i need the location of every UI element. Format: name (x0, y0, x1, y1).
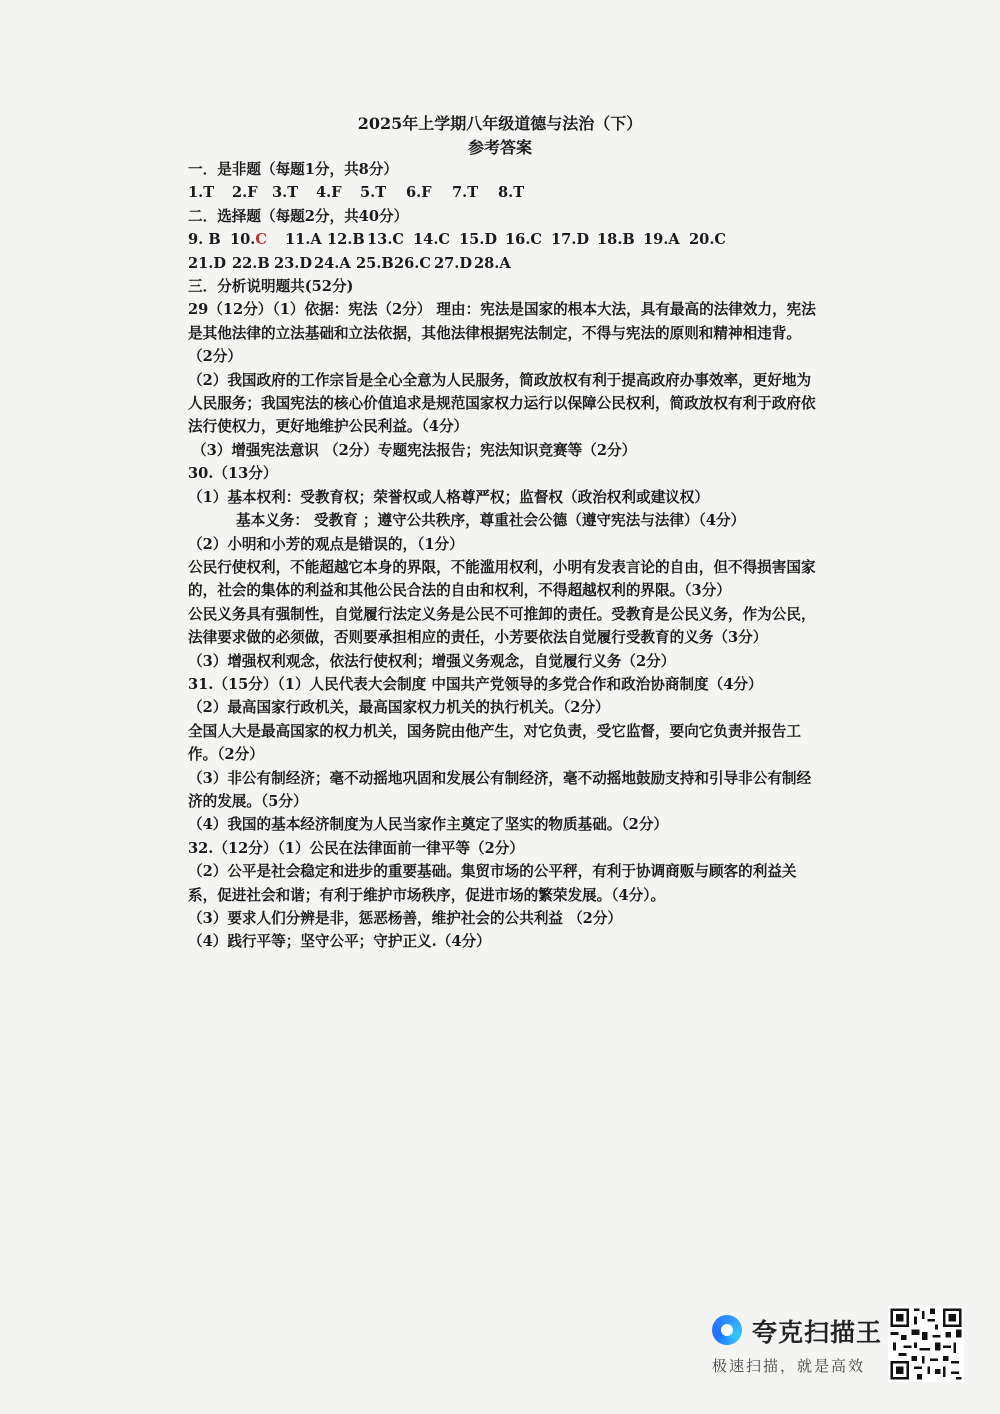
quark-logo-icon (712, 1315, 742, 1345)
answer-item: 26.C (394, 254, 432, 272)
answer-item: 2.F (232, 184, 258, 202)
q29-part-2: （2）我国政府的工作宗旨是全心全意为人民服务，简政放权有利于提高政府办事效率，更好地为人民服务；我国宪法的核心价值追求是规范国家权力运行以保障公民权利，简政放权有利于政府依法行使权力，更好地维护公民利益。（4分） (188, 371, 816, 436)
answer-item: 4.F (316, 184, 342, 202)
answer-item-corrected: C (255, 231, 268, 249)
q30-part-2-rights: 公民行使权利，不能超越它本身的界限，不能滥用权利，小明有发表言论的自由，但不得损害国家的，社会的集体的利益和其他公民合法的自由和权利，不得超越权利的界限。（3分） (188, 558, 816, 600)
section-2-answers-row-2 (188, 252, 818, 275)
q31-part-1: 31.（15分）（1）人民代表大会制度 中国共产党领导的多党合作和政治协商制度（4分） (188, 675, 763, 693)
answer-item: 27.D (434, 254, 473, 272)
section-1-answers (188, 181, 818, 204)
qr-code-icon (888, 1306, 964, 1382)
watermark-tagline: 极速扫描，就是高效 (712, 1357, 866, 1375)
answer-item: 12.B (327, 231, 365, 249)
answer-item: 17.D (551, 231, 590, 249)
answer-item: 19.A (643, 231, 680, 249)
answer-item: 5.T (360, 184, 387, 202)
q30-part-3: （3）增强权利观念，依法行使权利；增强义务观念，自觉履行义务（2分） (188, 652, 676, 670)
answer-item: 20.C (689, 231, 727, 249)
answer-item: 1.T (188, 184, 215, 202)
answer-item: 18.B (597, 231, 635, 249)
answer-item: 8.T (498, 184, 525, 202)
answer-item: 11.A (285, 231, 322, 249)
answer-item: 13.C (367, 231, 405, 249)
answer-item: 14.C (413, 231, 451, 249)
answer-item: 10. (230, 231, 256, 249)
q31-part-3: （3）非公有制经济；毫不动摇地巩固和发展公有制经济，毫不动摇地鼓励支持和引导非公有制经济的发展。（5分） (188, 769, 812, 810)
watermark-brand: 夸克扫描王 (752, 1318, 883, 1347)
q30-part-2: （2）小明和小芳的观点是错误的，（1分） (188, 535, 464, 553)
q29-part-3: （3）增强宪法意识 （2分）专题宪法报告；宪法知识竞赛等（2分） (192, 441, 637, 459)
answer-item: 3.T (272, 184, 299, 202)
answer-item: 15.D (459, 231, 498, 249)
q31-part-2: （2）最高国家行政机关，最高国家权力机关的执行机关。（2分） (188, 699, 610, 717)
answer-item: 25.B (356, 254, 394, 272)
q30-part-1-rights: （1）基本权利：受教育权；荣誉权或人格尊严权；监督权（政治权利或建议权） (188, 488, 709, 506)
document-title: 2025年上学期八年级道德与法治（下） (357, 114, 643, 133)
section-1-heading: 一．是非题（每题1分，共8分） (188, 161, 399, 178)
answer-content (188, 158, 818, 954)
section-2-heading: 二．选择题（每题2分，共40分） (188, 207, 409, 225)
answer-item: 28.A (474, 254, 511, 272)
section-3-heading: 三．分析说明题共(52分) (188, 278, 354, 296)
answer-item: 9. B (188, 231, 221, 249)
answer-item: 7.T (452, 184, 479, 202)
answer-item: 24.A (314, 254, 351, 272)
q30-heading: 30.（13分） (188, 465, 278, 483)
q31-part-2-detail: 全国人大是最高国家的权力机关，国务院由他产生，对它负责，受它监督，要向它负责并报告工作。（2分） (188, 722, 801, 764)
q31-part-4: （4）我国的基本经济制度为人民当家作主奠定了坚实的物质基础。（2分） (188, 816, 669, 834)
q30-part-1-duties: 基本义务： 受教育 ；遵守公共秩序，尊重社会公德（遵守宪法与法律）（4分） (236, 512, 746, 530)
q32-part-4: （4）践行平等；坚守公平；守护正义.（4分） (188, 933, 491, 951)
answer-item: 21.D (188, 254, 227, 272)
answer-item: 23.D (274, 254, 313, 272)
section-2-answers-row-1 (188, 228, 818, 251)
answer-item: 22.B (232, 254, 270, 272)
q30-part-2-duties: 公民义务具有强制性，自觉履行法定义务是公民不可推卸的责任。受教育是公民义务，作为公民，法律要求做的必须做，否则要承担相应的责任，小芳要依法自觉履行受教育的义务（3分） (188, 605, 816, 647)
answer-item: 6.F (406, 184, 432, 202)
q29-part-1: 29（12分）（1）依据：宪法（2分） 理由：宪法是国家的根本大法，具有最高的法律效力，宪法是其他法律的立法基础和立法依据，其他法律根据宪法制定，不得与宪法的原则和精神相违背。（2分） (188, 301, 816, 366)
q32-part-2: （2）公平是社会稳定和进步的重要基础。集贸市场的公平秤，有利于协调商贩与顾客的利益关系，促进社会和谐；有利于维护市场秩序，促进市场的繁荣发展。（4分）。 (188, 863, 797, 904)
document-subtitle: 参考答案 (467, 138, 532, 157)
q32-part-1: 32.（12分）（1）公民在法律面前一律平等（2分） (188, 839, 524, 857)
q32-part-3: （3）要求人们分辨是非，惩恶杨善，维护社会的公共利益 （2分） (188, 910, 623, 927)
answer-item: 16.C (505, 231, 543, 249)
